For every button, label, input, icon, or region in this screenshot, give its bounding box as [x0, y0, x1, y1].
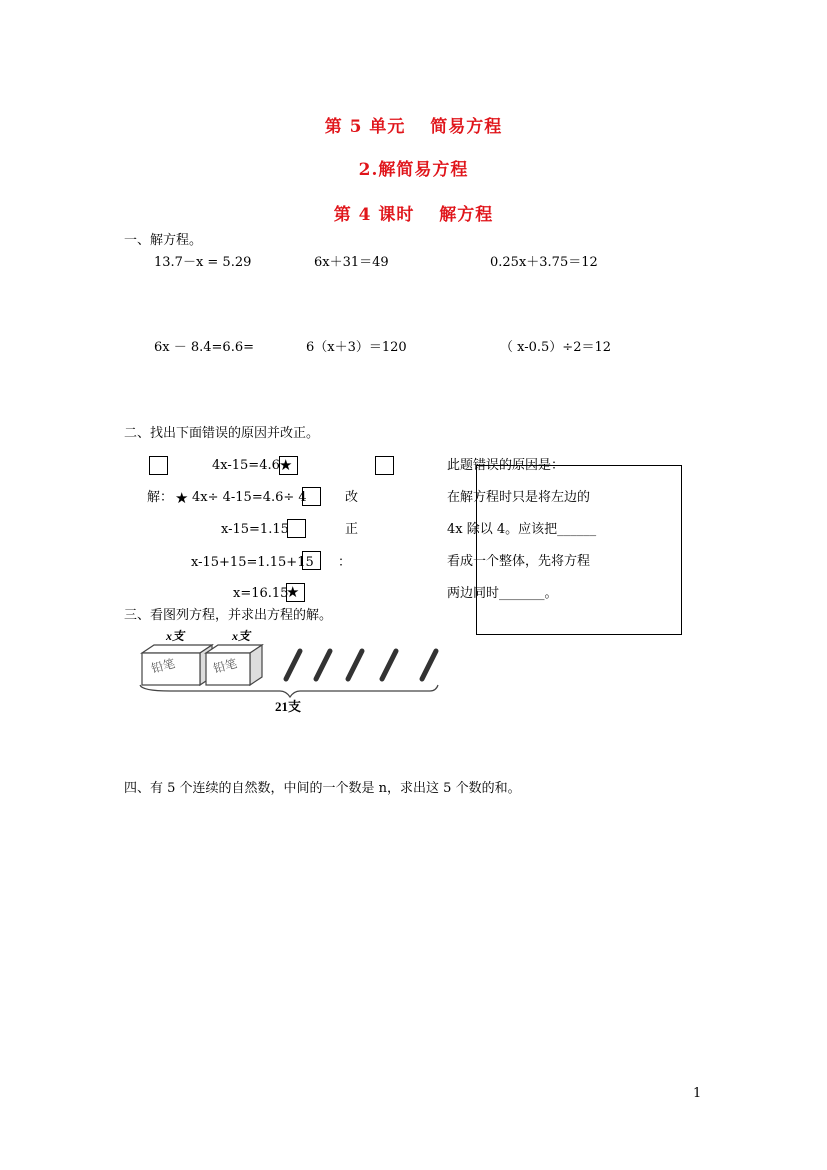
solution-label: 解： — [147, 490, 174, 505]
star-icon: ★ — [175, 489, 189, 507]
q3-heading: 三、看图列方程，并求出方程的解。 — [124, 608, 333, 623]
section-title: 2.解简易方程 — [358, 160, 469, 180]
total-label: 21支 — [275, 699, 302, 714]
reason-line: 此题错误的原因是： — [447, 458, 565, 473]
wrong-step-line: x=16.15 — [233, 586, 289, 601]
side-label: 改 — [345, 490, 359, 505]
reason-line: 4x 除以 4。应该把______ — [447, 522, 597, 537]
q2-heading: 二、找出下面错误的原因并改正。 — [124, 426, 320, 441]
empty-box — [302, 551, 321, 570]
page-number: 1 — [693, 1086, 702, 1101]
side-label: ： — [338, 555, 352, 570]
empty-box — [287, 519, 306, 538]
equation: 6（x＋3）＝120 — [306, 340, 407, 355]
reason-line: 在解方程时只是将左边的 — [447, 490, 591, 505]
pencil-figure-drawing — [130, 625, 450, 715]
star-icon: ★ — [286, 583, 300, 601]
wrong-step-line: 4x÷ 4-15=4.6÷ 4 — [192, 490, 307, 505]
wrong-step-line: 4x-15=4.6 — [212, 458, 280, 473]
equation: 0.25x＋3.75＝12 — [490, 255, 598, 270]
pencil-figure — [130, 625, 450, 715]
box-count-label: x支 — [166, 629, 185, 643]
star-icon: ★ — [279, 456, 293, 474]
empty-box — [149, 456, 168, 475]
reason-line: 看成一个整体，先将方程 — [447, 554, 591, 569]
empty-box — [375, 456, 394, 475]
box-count-label: x支 — [232, 629, 251, 643]
equation: 6x＋31＝49 — [314, 255, 389, 270]
reason-line: 两边同时_______。 — [447, 586, 558, 601]
side-label: 正 — [345, 522, 359, 537]
equation: 6x － 8.4=6.6= — [154, 340, 255, 355]
empty-box — [302, 487, 321, 506]
equation: （ x-0.5）÷2＝12 — [500, 340, 612, 355]
equation: 13.7－x = 5.29 — [154, 255, 252, 270]
box-text: 铅笔 — [149, 656, 177, 676]
unit-title: 第 5 单元 简易方程 — [324, 117, 503, 137]
wrong-step-line: x-15=1.15 — [221, 522, 289, 537]
wrong-step-line: x-15+15=1.15+15 — [191, 555, 314, 570]
q4-heading: 四、有 5 个连续的自然数，中间的一个数是 n，求出这 5 个数的和。 — [124, 781, 521, 796]
lesson-title: 第 4 课时 解方程 — [333, 205, 494, 225]
q1-heading: 一、解方程。 — [124, 233, 203, 248]
box-text: 铅笔 — [211, 656, 239, 676]
